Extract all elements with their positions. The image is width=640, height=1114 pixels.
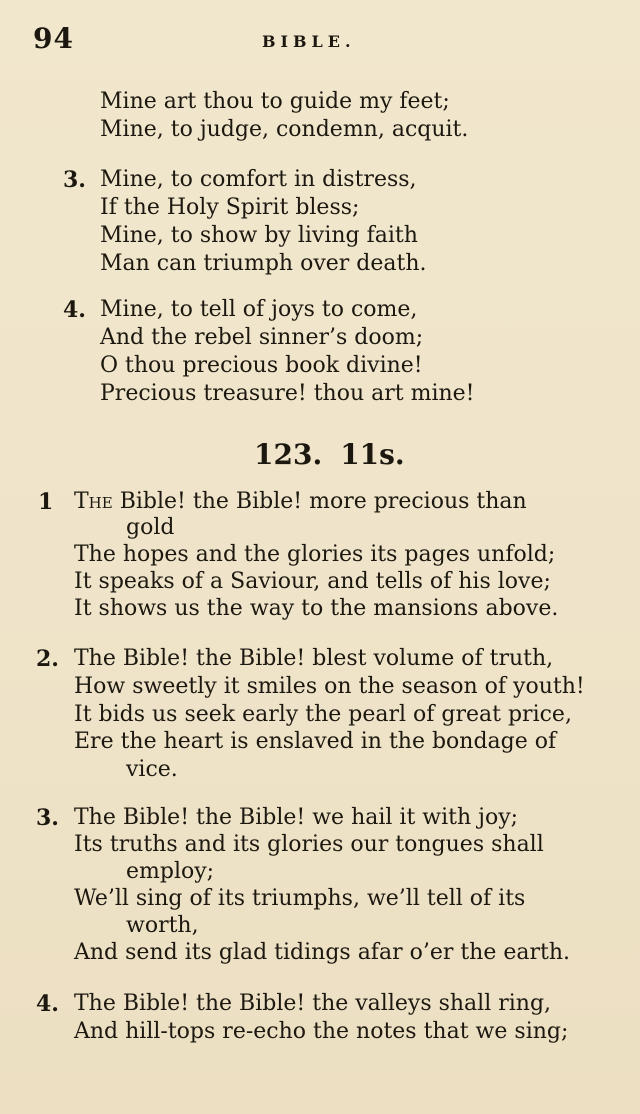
verse-line-turnover: worth, (126, 913, 199, 938)
verse-line: It bids us seek early the pearl of great price, (74, 702, 572, 727)
hymn-meter: 11s. (340, 438, 405, 471)
verse-line: Its truths and its glories our tongues shall (74, 832, 544, 857)
verse-line: The Bible! the Bible! the valleys shall ring, (74, 991, 552, 1016)
verse-line: How sweetly it smiles on the season of youth! (74, 674, 585, 699)
first-word: The (74, 489, 113, 514)
verse-line: The Bible! the Bible! blest volume of truth, (74, 646, 554, 671)
stanza-number: 3. (36, 805, 59, 831)
verse-line: And the rebel sinner’s doom; (100, 325, 424, 350)
verse-line: Man can triumph over death. (100, 251, 427, 276)
verse-line: Precious treasure! thou art mine! (100, 381, 475, 406)
verse-line: Mine, to tell of joys to come, (100, 297, 418, 322)
stanza-number: 4. (63, 297, 86, 323)
verse-line-turnover: vice. (126, 757, 178, 782)
stanza-number: 1 (38, 489, 54, 515)
verse-line: Mine, to comfort in distress, (100, 167, 417, 192)
verse-line: O thou precious book divine! (100, 353, 423, 378)
verse-line: Mine, to judge, condemn, acquit. (100, 117, 469, 142)
page-number: 94 (33, 22, 74, 55)
verse-line: Mine art thou to guide my feet; (100, 89, 450, 114)
verse-line-turnover: gold (126, 515, 175, 540)
verse-line: The Bible! the Bible! we hail it with joy; (74, 805, 519, 830)
hymn-heading (254, 438, 405, 471)
verse-line: The hopes and the glories its pages unfold; (74, 542, 556, 567)
verse-line: Ere the heart is enslaved in the bondage of (74, 729, 557, 754)
verse-line-rest: Bible! the Bible! more precious than (112, 489, 527, 514)
verse-line: And send its glad tidings afar o’er the earth. (74, 940, 571, 965)
verse-line: Mine, to show by living faith (100, 223, 418, 248)
verse-line-turnover: employ; (126, 859, 215, 884)
stanza-number: 2. (36, 646, 59, 672)
verse-line: It speaks of a Saviour, and tells of his love; (74, 569, 551, 594)
stanza-number: 3. (63, 167, 86, 193)
hymn-number: 123. (254, 438, 323, 471)
verse-line: It shows us the way to the mansions above. (74, 596, 559, 621)
stanza-number: 4. (36, 991, 59, 1017)
verse-line: And hill-tops re-echo the notes that we sing; (74, 1019, 569, 1044)
verse-line: If the Holy Spirit bless; (100, 195, 360, 220)
verse-line: We’ll sing of its triumphs, we’ll tell of its (74, 886, 526, 911)
verse-line (74, 488, 527, 516)
running-title: BIBLE. (262, 32, 356, 51)
